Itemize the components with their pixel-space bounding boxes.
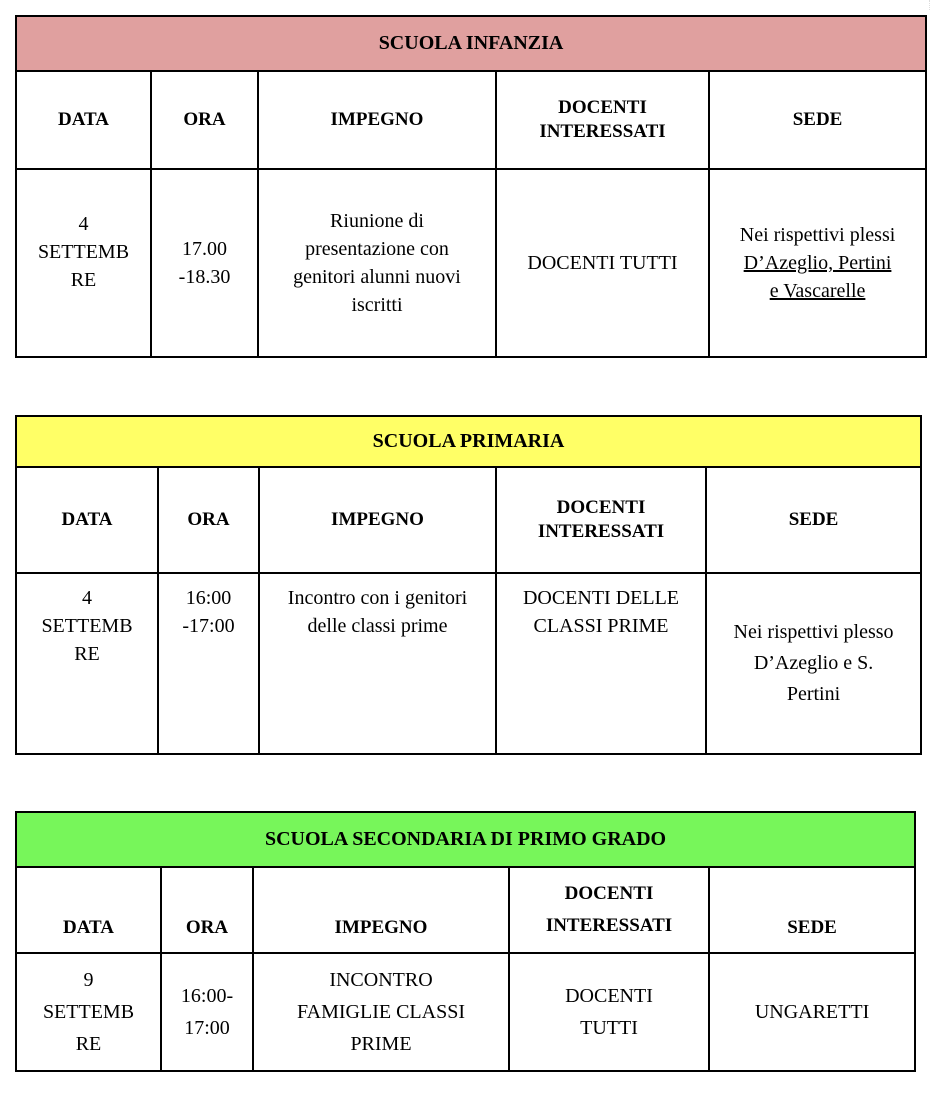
cell-sede	[709, 169, 926, 357]
schedule-table-secondaria	[15, 811, 916, 1072]
table-title-row	[16, 812, 915, 867]
cell-docenti: DOCENTI DELLE CLASSI PRIME	[496, 573, 706, 754]
table-header-row	[16, 71, 926, 169]
col-header-docenti: DOCENTI INTERESSATI	[509, 867, 709, 953]
col-header-data: DATA	[16, 867, 161, 953]
cell-impegno: Incontro con i genitori delle classi prime	[259, 573, 496, 754]
col-header-impegno: IMPEGNO	[259, 467, 496, 573]
col-header-ora: ORA	[161, 867, 253, 953]
cell-sede: UNGARETTI	[709, 953, 915, 1071]
col-header-data: DATA	[16, 467, 158, 573]
col-header-data: DATA	[16, 71, 151, 169]
table-row	[16, 169, 926, 357]
table-row	[16, 573, 921, 754]
col-header-ora: ORA	[151, 71, 258, 169]
col-header-docenti: DOCENTI INTERESSATI	[496, 71, 709, 169]
cell-sede: Nei rispettivi plesso D’Azeglio e S. Pertini	[706, 573, 921, 754]
page-corner-mark	[919, 0, 930, 10]
cell-docenti: DOCENTI TUTTI	[509, 953, 709, 1071]
cell-impegno: Riunione di presentazione con genitori alunni nuovi iscritti	[258, 169, 496, 357]
col-header-docenti: DOCENTI INTERESSATI	[496, 467, 706, 573]
cell-ora: 17.00 -18.30	[151, 169, 258, 357]
table-row	[16, 953, 915, 1071]
cell-impegno: INCONTRO FAMIGLIE CLASSI PRIME	[253, 953, 509, 1071]
table-title: SCUOLA INFANZIA	[16, 16, 926, 71]
col-header-sede: SEDE	[709, 867, 915, 953]
cell-data: 4 SETTEMB RE	[16, 169, 151, 357]
cell-data: 9 SETTEMB RE	[16, 953, 161, 1071]
cell-ora: 16:00- 17:00	[161, 953, 253, 1071]
table-title: SCUOLA SECONDARIA DI PRIMO GRADO	[16, 812, 915, 867]
col-header-ora: ORA	[158, 467, 259, 573]
col-header-sede: SEDE	[706, 467, 921, 573]
schedule-table-infanzia	[15, 15, 927, 358]
cell-ora: 16:00 -17:00	[158, 573, 259, 754]
table-title-row	[16, 416, 921, 467]
cell-data: 4 SETTEMB RE	[16, 573, 158, 754]
table-header-row	[16, 467, 921, 573]
col-header-impegno: IMPEGNO	[253, 867, 509, 953]
sede-text: Nei rispettivi plessi	[739, 224, 896, 246]
schedule-table-primaria	[15, 415, 922, 755]
table-title: SCUOLA PRIMARIA	[16, 416, 921, 467]
sede-plessi-link: D’Azeglio, Pertini e Vascarelle	[743, 252, 892, 302]
col-header-impegno: IMPEGNO	[258, 71, 496, 169]
col-header-sede: SEDE	[709, 71, 926, 169]
table-title-row	[16, 16, 926, 71]
cell-docenti: DOCENTI TUTTI	[496, 169, 709, 357]
table-header-row	[16, 867, 915, 953]
